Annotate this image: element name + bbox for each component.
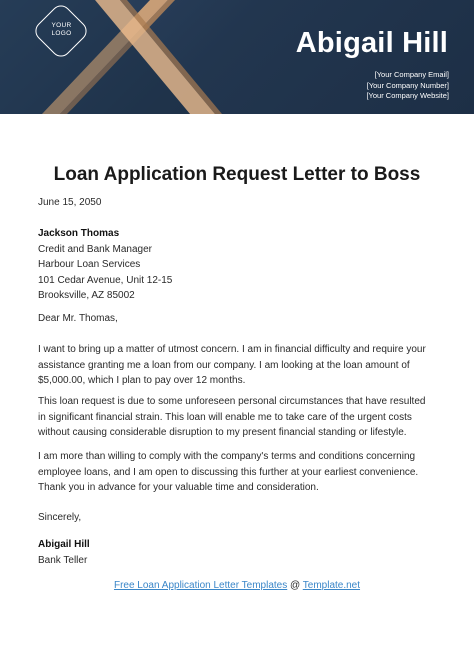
- logo-line-1: YOUR: [51, 22, 72, 29]
- template-net-link[interactable]: Template.net: [302, 580, 361, 591]
- logo-line-2: LOGO: [51, 30, 72, 37]
- paragraph-3: [38, 449, 438, 496]
- sender-name-heading: Abigail Hill: [295, 27, 448, 59]
- letter-title: Loan Application Request Letter to Boss: [53, 164, 421, 185]
- paragraph-2-line: without causing considerable disruption to my present financial standing or lifestyle.: [38, 427, 407, 438]
- paragraph-1-line: I want to bring up a matter of utmost concern. I am in financial difficulty and require your: [38, 344, 426, 355]
- recipient-title: Credit and Bank Manager: [38, 243, 152, 255]
- paragraph-1-line: $5,000.00, which I plan to pay over 12 months.: [38, 375, 246, 386]
- salutation: Dear Mr. Thomas,: [38, 313, 118, 324]
- company-website: [Your Company Website]: [366, 91, 449, 100]
- paragraph-2-line: This loan request is due to some unforeseen personal circumstances that have resulted: [38, 396, 426, 407]
- paragraph-3-line: Thank you in advance for your valuable time and consideration.: [38, 482, 319, 493]
- paragraph-1: [38, 342, 438, 389]
- company-email: [Your Company Email]: [374, 70, 449, 79]
- recipient-name: Jackson Thomas: [38, 228, 120, 239]
- recipient-address-line2: Brooksville, AZ 85002: [38, 290, 135, 301]
- logo-text: [40, 22, 83, 38]
- paragraph-3-line: I am more than willing to comply with the company's terms and conditions concerning: [38, 451, 416, 462]
- recipient-block: [38, 226, 438, 304]
- footer: [0, 580, 474, 591]
- recipient-address-line1: 101 Cedar Avenue, Unit 12-15: [38, 274, 173, 286]
- templates-link[interactable]: Free Loan Application Letter Templates: [113, 580, 288, 591]
- company-number: [Your Company Number]: [366, 80, 449, 90]
- recipient-company: Harbour Loan Services: [38, 259, 141, 270]
- paragraph-3-line: employee loans, and I am open to discussing this further at your earliest convenience.: [38, 466, 419, 478]
- signer-title: Bank Teller: [38, 554, 88, 566]
- footer-separator: @: [287, 580, 303, 591]
- paragraph-2-line: in significant financial strain. This loan will enable me to take care of the urgent costs: [38, 411, 412, 423]
- closing: Sincerely,: [38, 512, 82, 523]
- letterhead-banner: [0, 0, 474, 114]
- letter-date: June 15, 2050: [38, 197, 102, 208]
- paragraph-2: [38, 394, 438, 441]
- signature-block: [38, 537, 438, 568]
- paragraph-1-line: assistance granting me a loan from our company. I am looking at the loan amount of: [38, 359, 410, 371]
- signer-name: Abigail Hill: [38, 539, 90, 550]
- company-contact-info: [366, 70, 449, 102]
